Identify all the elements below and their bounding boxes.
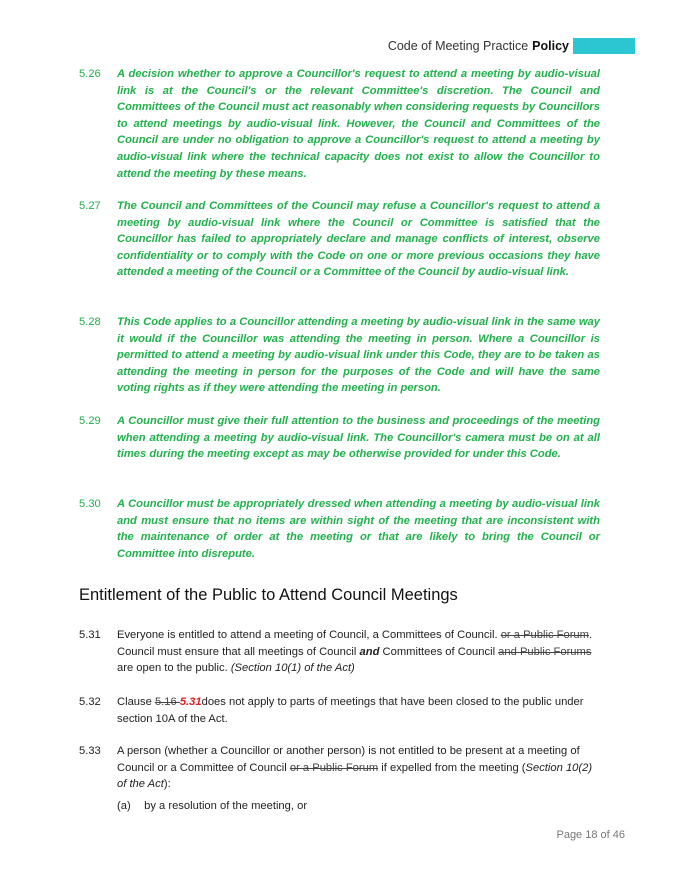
struck-text: or a Public Forum: [500, 629, 589, 641]
clause-text: A Councillor must give their full attention to the business and proceedings of the meeting when attending a meeting by audio-visual link. The Councillor's camera must be on at all times during the meeting except as may be otherwise provided for under this Code.: [117, 415, 600, 461]
clause-text: Everyone is entitled to attend a meeting of Council, a Committees of Council. or a Public Forum. Council must ensure that all meetings of Council and Committees of Council and Public Forums are open to the public. (Section 10(1) of the Act): [117, 629, 593, 675]
clause-5-28: [79, 314, 600, 397]
sub-clause-a: [117, 800, 307, 812]
clause-number: 5.28: [79, 316, 101, 328]
clause-5-29: [79, 413, 600, 463]
clause-text: A decision whether to approve a Councillor's request to attend a meeting by audio-visual link is at the Council's or the relevant Committee's discretion. The Council and Committees of the Council must act reasonably when considering requests by Councillors to attend meetings by audio-visual link. However, the Council and Committees of the Council are under no obligation to approve a Councillor's request to attend a meeting by audio-visual link where the technical capacity does not exist to allow the Councillor to attend the meeting by these means.: [117, 68, 600, 180]
clause-text: A person (whether a Councillor or another person) is not entitled to be present at a meeting of Council or a Committee of Council or a Public Forum if expelled from the meeting (Section 10(2) of the Act):: [117, 745, 593, 791]
clause-number: 5.29: [79, 415, 101, 427]
clause-5-27: [79, 198, 600, 281]
clause-number: 5.32: [79, 696, 101, 708]
page-header: [388, 36, 635, 56]
act-reference: (Section 10(1) of the Act): [230, 662, 355, 675]
clause-text: This Code applies to a Councillor attending a meeting by audio-visual link in the same way it would if the Councillor was attending the meeting in person. Where a Councillor is permitted to attend a meeting by audio-visual link under this Code, they are to be taken as attending the meeting in person for the purposes of the Code and will have the same voting rights as if they were attending the meeting in person.: [117, 316, 600, 395]
sub-clause-label: (a): [117, 800, 131, 812]
struck-text: or a Public Forum: [289, 761, 379, 774]
clause-text: The Council and Committees of the Council may refuse a Councillor's request to attend a meeting by audio-visual link where the Council or Committee is satisfied that the Councillor has failed to appropriately declare and manage conflicts of interest, observe confidentiality or to comply with the Code on one or more previous occasions they have attended a meeting of the Council or a Committee of the Council by audio-visual link.: [117, 200, 600, 279]
section-heading: Entitlement of the Public to Attend Council Meetings: [79, 586, 458, 604]
header-policy-label: Policy: [532, 39, 569, 53]
clause-number: 5.33: [79, 745, 101, 757]
page-number: Page 18 of 46: [556, 829, 625, 841]
struck-text: 5.16: [154, 696, 180, 708]
inserted-text: 5.31: [179, 696, 202, 708]
clause-number: 5.26: [79, 68, 101, 80]
inserted-text: and: [359, 645, 380, 658]
clause-5-26: [79, 66, 600, 182]
header-title: Code of Meeting Practice: [387, 39, 529, 53]
header-accent-bar: [573, 38, 635, 54]
clause-number: 5.31: [79, 629, 101, 641]
clause-5-33: [79, 743, 600, 793]
clause-5-30: [79, 496, 600, 562]
clause-5-32: [79, 694, 600, 727]
clause-number: 5.27: [79, 200, 101, 212]
clause-number: 5.30: [79, 498, 101, 510]
act-reference: Section 10(2) of the Act: [117, 761, 593, 791]
clause-5-31: [79, 627, 600, 677]
clause-text: Clause 5.16 5.31does not apply to parts of meetings that have been closed to the public under section 10A of the Act.: [117, 696, 584, 725]
struck-text: and Public Forums: [498, 645, 592, 658]
sub-clause-text: by a resolution of the meeting, or: [144, 800, 308, 812]
clause-text: A Councillor must be appropriately dressed when attending a meeting by audio-visual link and must ensure that no items are within sight of the meeting that are inconsistent with the maintenance of order at the meeting or that are likely to bring the Council or Committee into disrepute.: [117, 498, 600, 560]
